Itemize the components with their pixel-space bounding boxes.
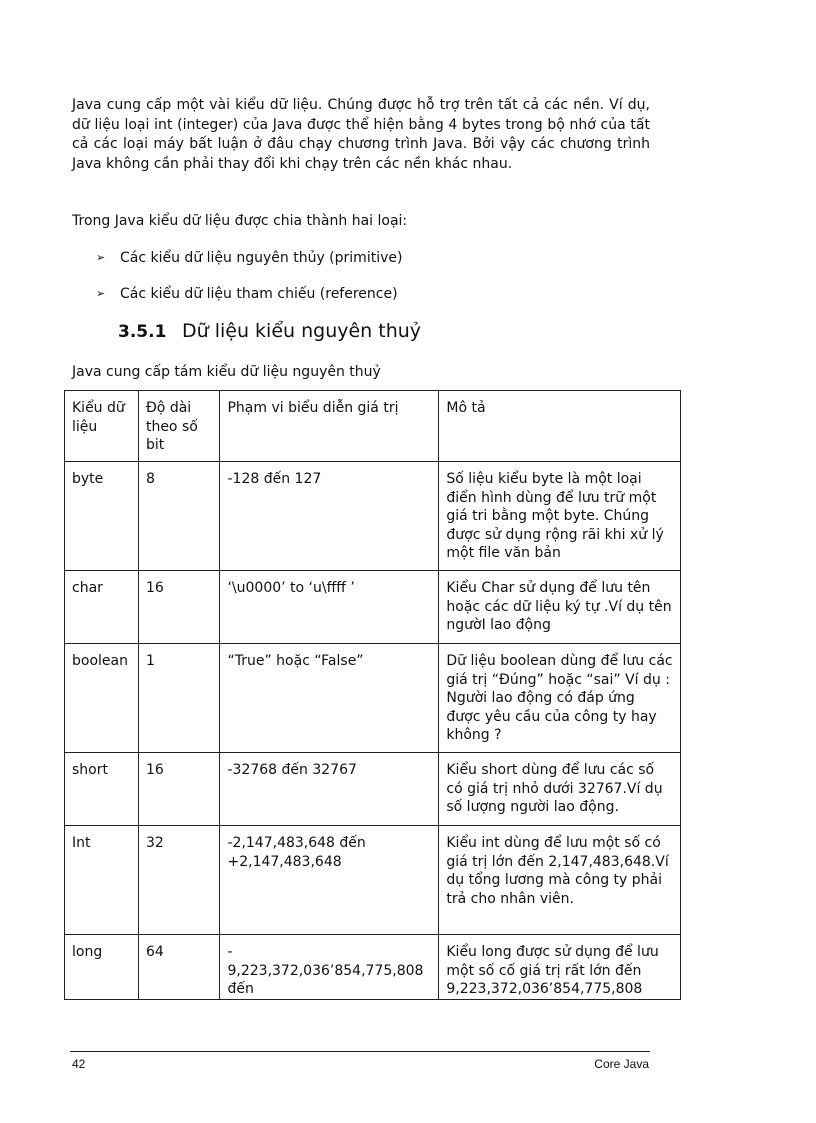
header-cell-description: Mô tả — [439, 391, 681, 462]
cell-bits: 16 — [138, 571, 220, 644]
intro-paragraph: Java cung cấp một vài kiểu dữ liệu. Chúng được hỗ trợ trên tất cả các nền. Ví dụ, dữ liệu loại int (integer) của Java được thể hiện bằng 4 bytes trong bộ nhớ của tất cả các loại máy bất luận ở đâu chạy chương trình Java. Bởi vậy các chương trình Java không cần phải thay đổi khi chạy trên các nền khác nhau. — [72, 97, 650, 172]
table-intro: Java cung cấp tám kiểu dữ liệu nguyên thuỷ — [72, 364, 381, 380]
categories-paragraph: Trong Java kiểu dữ liệu được chia thành hai loại: — [72, 213, 408, 229]
cell-range: -32768 đến 32767 — [220, 753, 439, 826]
cell-type: long — [65, 935, 139, 1000]
cell-bits: 32 — [138, 826, 220, 935]
cell-bits: 8 — [138, 462, 220, 571]
table-row — [65, 935, 681, 1000]
cell-range: ‘\u0000’ to ‘u\ffff ’ — [220, 571, 439, 644]
header-cell-bits: Độ dài theo số bit — [138, 391, 220, 462]
table-row — [65, 462, 681, 571]
header-cell-range: Phạm vi biểu diễn giá trị — [220, 391, 439, 462]
cell-type: char — [65, 571, 139, 644]
arrow-bullet-icon: ➢ — [96, 251, 106, 264]
cell-range: - 9,223,372,036’854,775,808 đến — [220, 935, 439, 1000]
cell-description: Kiểu Char sử dụng để lưu tên hoặc các dữ liệu ký tự .Ví dụ tên ngườI lao động — [439, 571, 681, 644]
cell-description: Kiểu int dùng để lưu một số có giá trị lớn đến 2,147,483,648.Ví dụ tổng lương mà công ty phải trả cho nhân viên. — [439, 826, 681, 935]
list-item-text: Các kiểu dữ liệu tham chiếu (reference) — [120, 286, 398, 302]
cell-bits: 1 — [138, 644, 220, 753]
cell-description: Kiểu long được sử dụng để lưu một số cố giá trị rất lớn đến 9,223,372,036’854,775,808 — [439, 935, 681, 1000]
arrow-bullet-icon: ➢ — [96, 287, 106, 300]
footer-divider — [70, 1051, 650, 1052]
section-number: 3.5.1 — [118, 322, 167, 342]
table-row — [65, 644, 681, 753]
cell-range: -2,147,483,648 đến +2,147,483,648 — [220, 826, 439, 935]
table-header-row — [65, 391, 681, 462]
page-number: 42 — [72, 1057, 86, 1071]
cell-type: Int — [65, 826, 139, 935]
cell-type: boolean — [65, 644, 139, 753]
header-cell-type: Kiểu dữ liệu — [65, 391, 139, 462]
cell-type: short — [65, 753, 139, 826]
cell-description: Dữ liệu boolean dùng để lưu các giá trị “Đúng” hoặc “sai” Ví dụ : Người lao động có đáp ứng được yêu cầu của công ty hay không ? — [439, 644, 681, 753]
cell-range: “True” hoặc “False” — [220, 644, 439, 753]
cell-type: byte — [65, 462, 139, 571]
cell-description: Số liệu kiểu byte là một loại điển hình dùng để lưu trữ một giá tri bằng một byte. Chúng được sử dụng rộng rãi khi xử lý một file văn bản — [439, 462, 681, 571]
primitive-types-table — [64, 390, 681, 1000]
list-item-text: Các kiểu dữ liệu nguyên thủy (primitive) — [120, 250, 403, 266]
cell-bits: 64 — [138, 935, 220, 1000]
list-item — [96, 248, 402, 284]
cell-bits: 16 — [138, 753, 220, 826]
cell-description: Kiểu short dùng để lưu các số có giá trị nhỏ dưới 32767.Ví dụ số lượng người lao động. — [439, 753, 681, 826]
section-title: Dữ liệu kiểu nguyên thuỷ — [182, 320, 422, 342]
data-type-category-list — [96, 248, 402, 320]
list-item — [96, 284, 402, 320]
section-heading — [118, 320, 421, 342]
cell-range: -128 đến 127 — [220, 462, 439, 571]
table-row — [65, 826, 681, 935]
table-row — [65, 571, 681, 644]
footer-book-title: Core Java — [594, 1057, 649, 1071]
table-row — [65, 753, 681, 826]
